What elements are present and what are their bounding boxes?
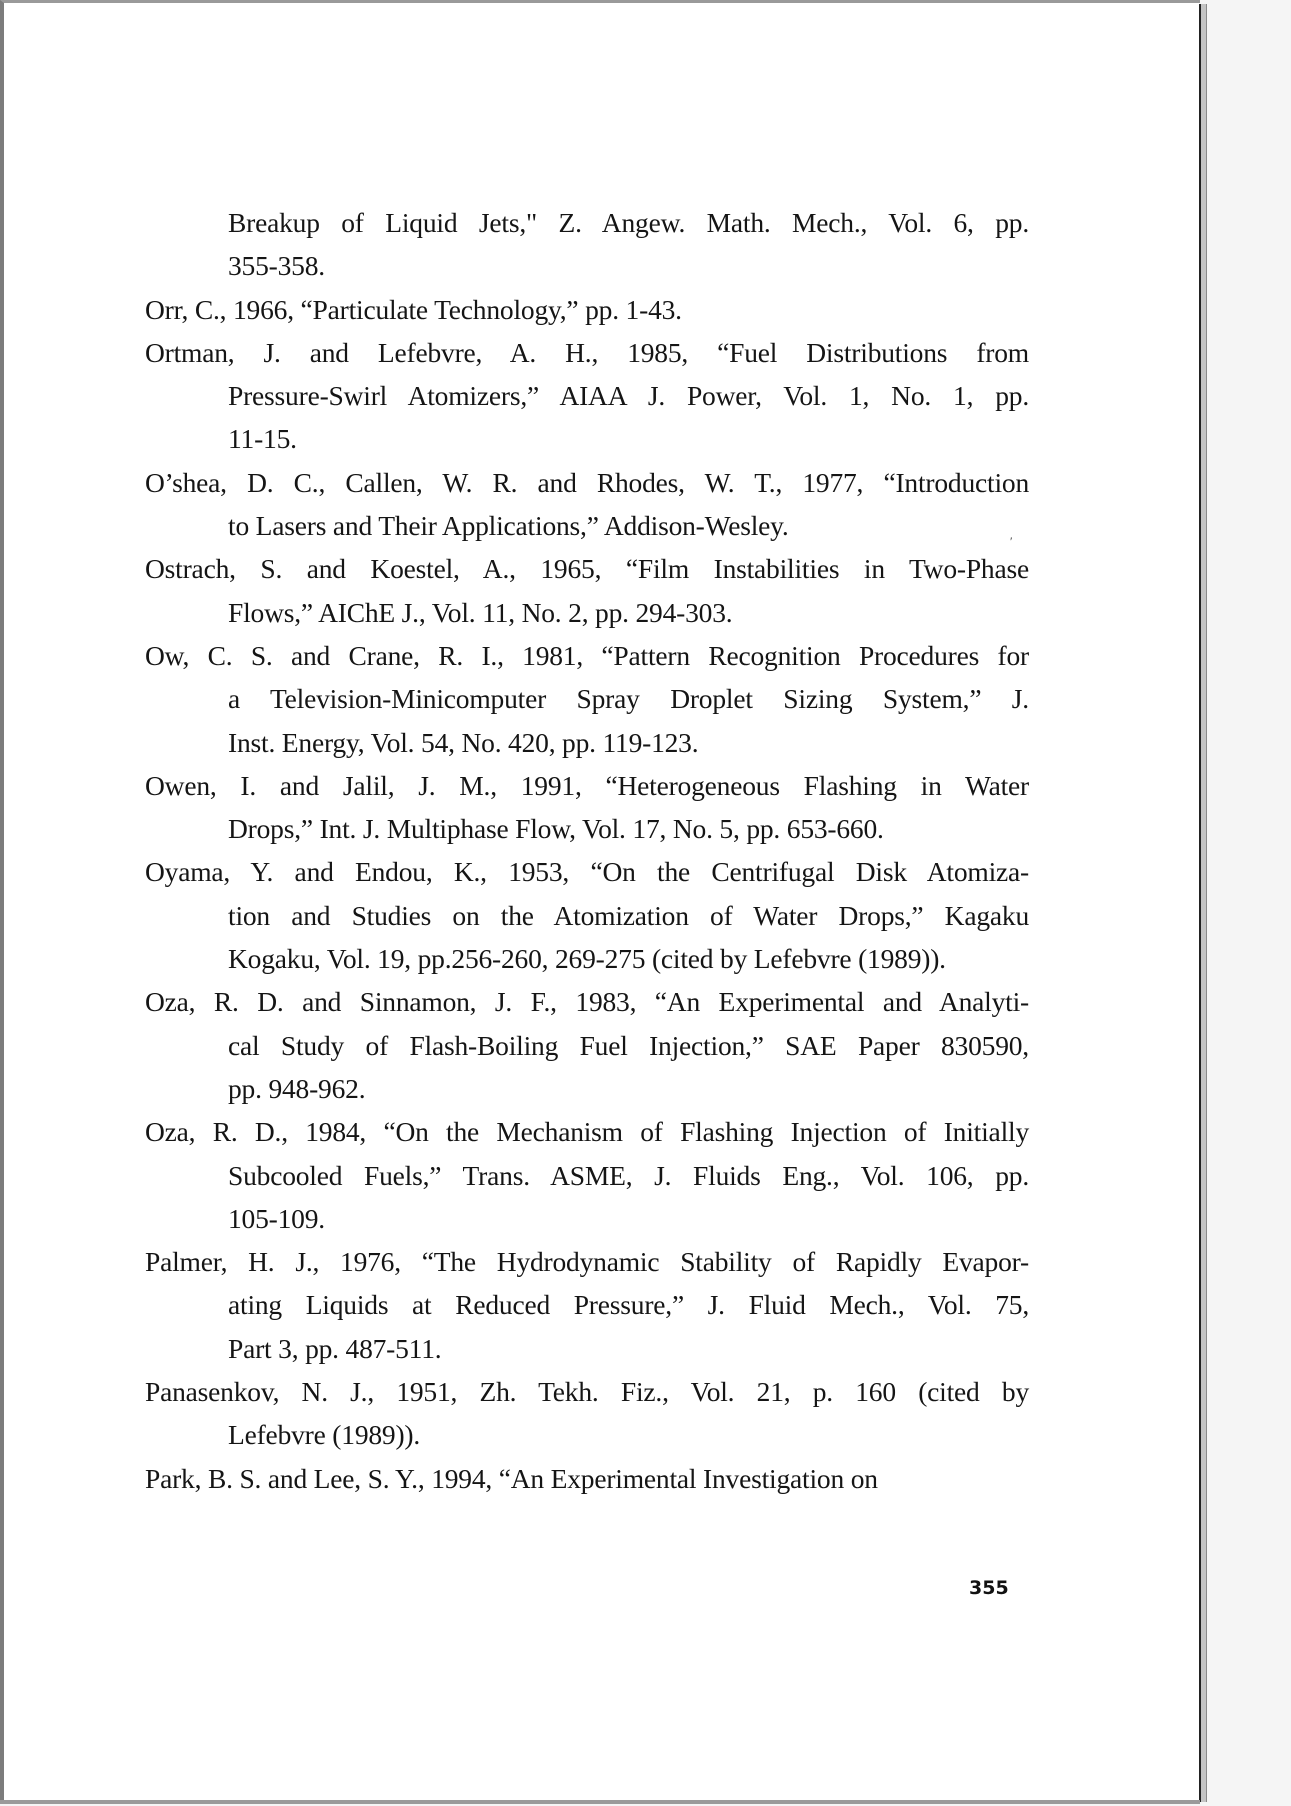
reference-line: Subcooled Fuels,” Trans. ASME, J. Fluids Eng., Vol. 106, pp. [228,1159,1029,1191]
reference-line: Breakup of Liquid Jets," Z. Angew. Math. Mech., Vol. 6, pp. [228,207,1029,238]
reference-line: ating Liquids at Reduced Pressure,” J. Fluid Mech., Vol. 75, [228,1289,1029,1321]
page-edge-bottom [0,1800,1200,1804]
reference-line: Flows,” AIChE J., Vol. 11, No. 2, pp. 294-303. [228,596,733,628]
reference-entry [145,288,1029,331]
reference-line: Orr, C., 1966, “Particulate Technology,” pp. 1-43. [145,293,682,325]
reference-line: pp. 948-962. [228,1072,366,1104]
reference-line: Kogaku, Vol. 19, pp.256-260, 269-275 (cited by Lefebvre (1989)). [228,943,946,975]
reference-entry [145,1240,1029,1370]
reference-line: Ortman, J. and Lefebvre, A. H., 1985, “Fuel Distributions from [145,336,1029,368]
reference-line: Lefebvre (1989)). [228,1419,421,1451]
reference-line: Oza, R. D. and Sinnamon, J. F., 1983, “An Experimental and Analyti- [145,986,1029,1018]
reference-line: Drops,” Int. J. Multiphase Flow, Vol. 17, No. 5, pp. 653-660. [228,813,884,845]
reference-line: Panasenkov, N. J., 1951, Zh. Tekh. Fiz., Vol. 21, p. 160 (cited by [145,1376,1029,1408]
reference-line: tion and Studies on the Atomization of Water Drops,” Kagaku [228,899,1029,931]
reference-entry [145,547,1029,634]
reference-entry [145,980,1029,1110]
reference-line: Inst. Energy, Vol. 54, No. 420, pp. 119-123. [228,726,699,758]
reference-entry [145,634,1029,764]
reference-line: cal Study of Flash-Boiling Fuel Injection,” SAE Paper 830590, [228,1029,1029,1061]
page-number: 355 [969,1577,1009,1599]
reference-line: a Television-Minicomputer Spray Droplet Sizing System,” J. [228,683,1029,715]
reference-line: Owen, I. and Jalil, J. M., 1991, “Heterogeneous Flashing in Water [145,769,1029,801]
reference-list [145,201,1029,1500]
reference-line: Ostrach, S. and Koestel, A., 1965, “Film Instabilities in Two-Phase [145,553,1029,585]
reference-entry [145,1457,1029,1500]
reference-entry [145,1370,1029,1457]
reference-line: 355-358. [228,250,325,282]
reference-line: O’shea, D. C., Callen, W. R. and Rhodes, W. T., 1977, “Introduction [145,466,1029,498]
reference-entry [145,331,1029,461]
reference-entry [145,201,1029,288]
scan-speck: ′ [1010,534,1013,548]
reference-entry [145,764,1029,851]
reference-line: Pressure-Swirl Atomizers,” AIAA J. Power, Vol. 1, No. 1, pp. [228,380,1029,412]
reference-line: Oyama, Y. and Endou, K., 1953, “On the Centrifugal Disk Atomiza- [145,856,1029,888]
reference-line: 11-15. [228,423,297,455]
reference-entry [145,1110,1029,1240]
reference-line: 105-109. [228,1202,325,1234]
reference-line: Part 3, pp. 487-511. [228,1332,442,1364]
reference-line: Oza, R. D., 1984, “On the Mechanism of Flashing Injection of Initially [145,1116,1029,1148]
reference-entry [145,461,1029,548]
reference-line: Palmer, H. J., 1976, “The Hydrodynamic Stability of Rapidly Evapor- [145,1246,1029,1278]
reference-line: Park, B. S. and Lee, S. Y., 1994, “An Experimental Investigation on [145,1462,878,1494]
reference-line: Ow, C. S. and Crane, R. I., 1981, “Pattern Recognition Procedures for [145,639,1029,671]
reference-entry [145,850,1029,980]
reference-line: to Lasers and Their Applications,” Addison-Wesley. [228,510,789,542]
page-edge-shadow [1199,4,1207,1802]
